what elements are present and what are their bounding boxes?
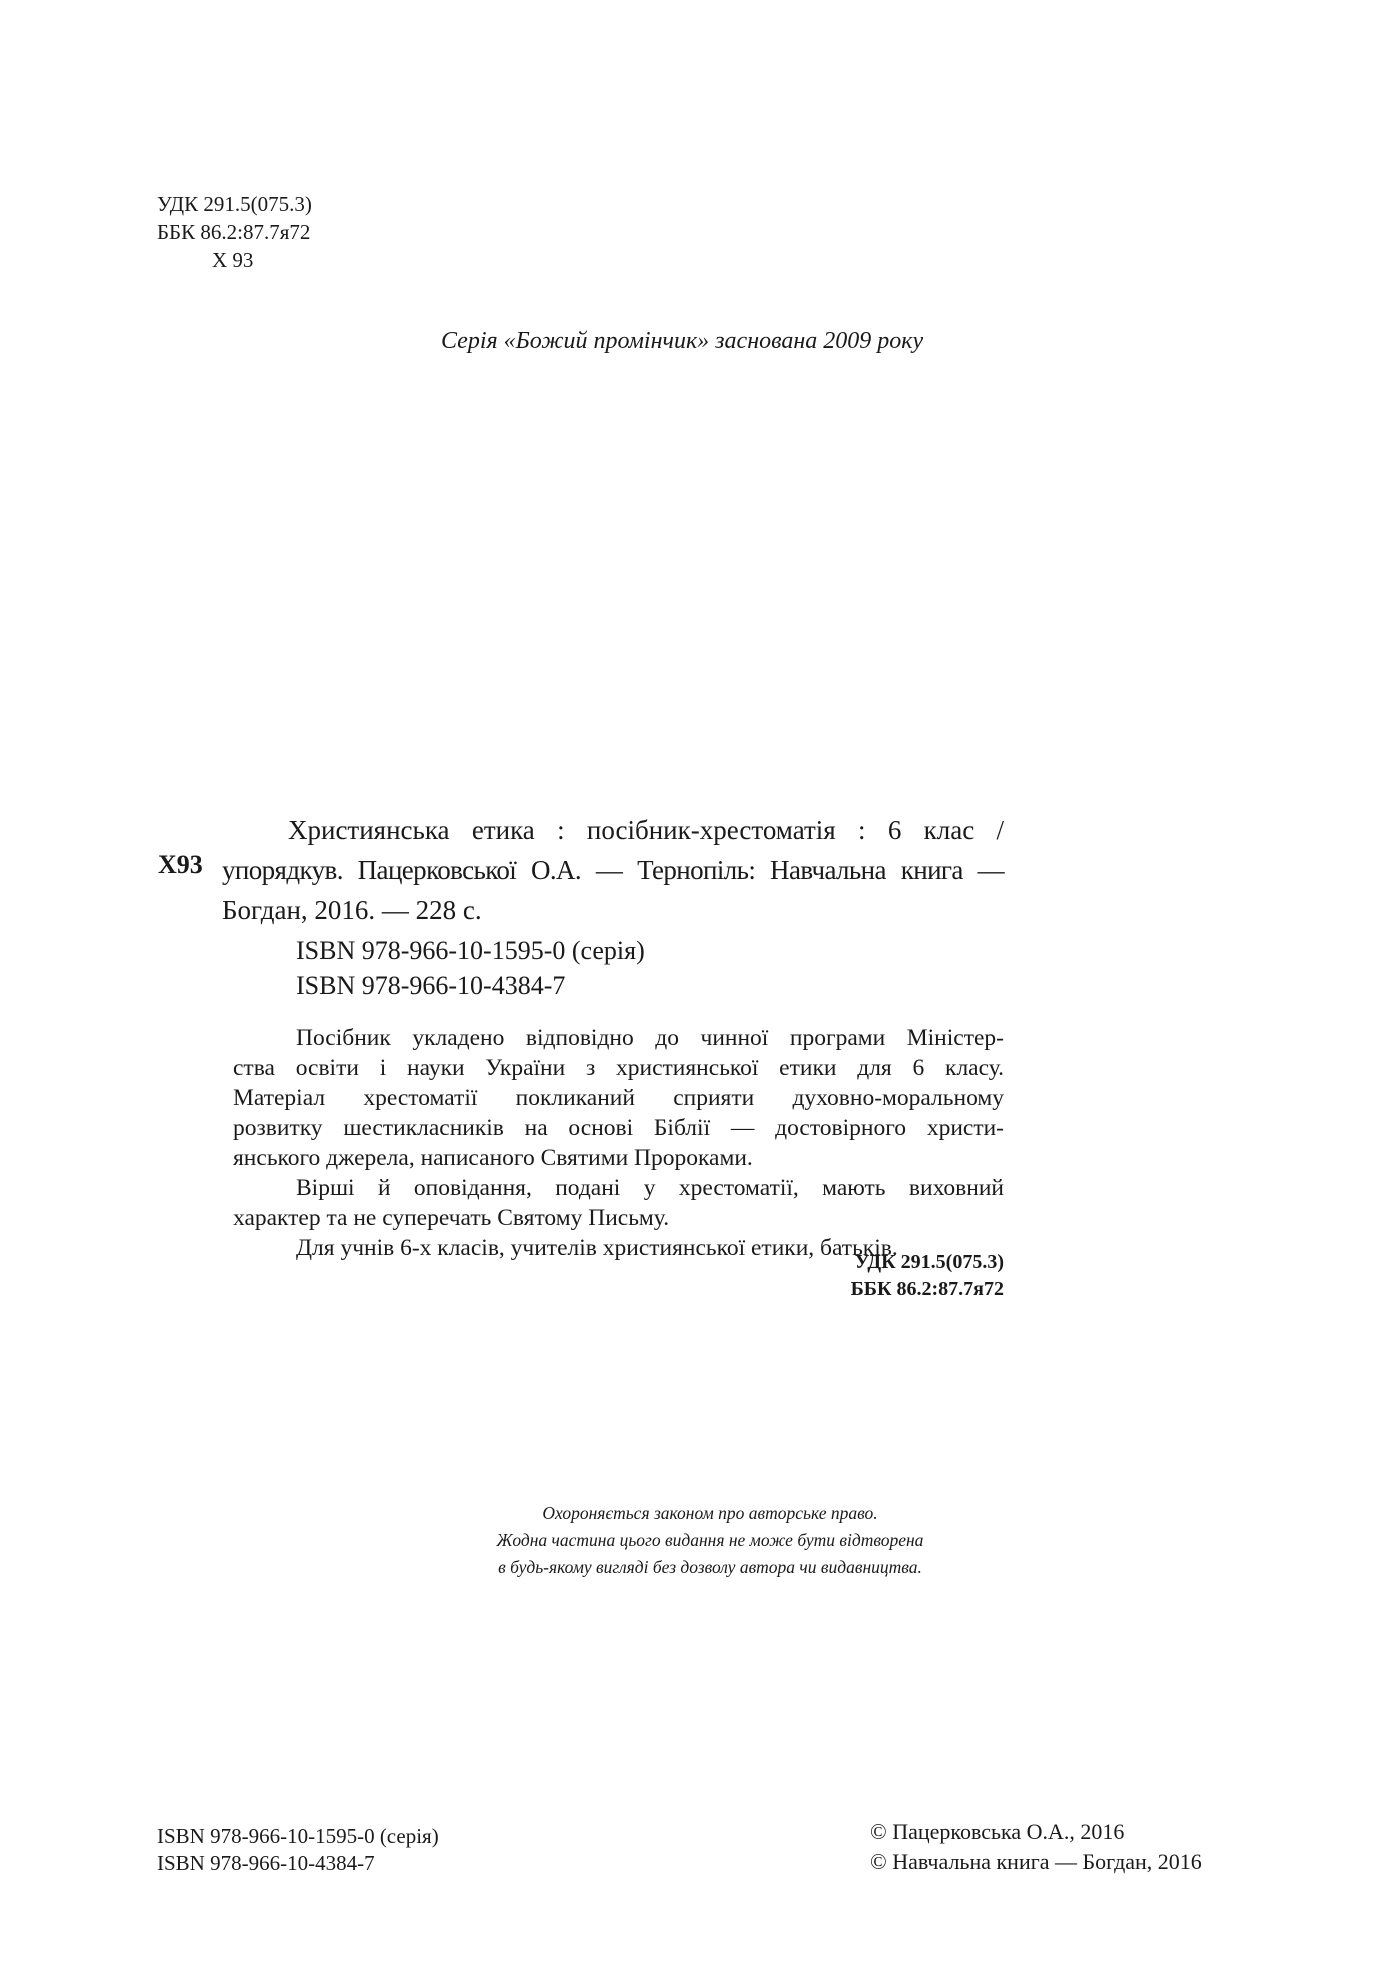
footer-isbn — [157, 1823, 439, 1877]
footer-isbn-book: ISBN 978-966-10-4384-7 — [157, 1851, 375, 1875]
annotation — [233, 1023, 1004, 1263]
annotation-line: характер та не суперечать Святому Письму. — [233, 1205, 670, 1231]
classification-codes-bottom — [851, 1249, 1004, 1303]
isbn-block — [296, 933, 645, 1003]
annotation-line: Вірші й оповідання, подані у хрестоматії, мають виховний — [296, 1175, 1004, 1201]
copyright-warning — [440, 1500, 980, 1581]
classification-codes-top — [157, 190, 312, 274]
copyright-author: © Пацерковська О.А., 2016 — [870, 1819, 1125, 1844]
bibliographic-record — [222, 810, 1004, 930]
footer-copyright — [870, 1817, 1202, 1877]
bib-title-line: Християнська етика : посібник-хрестоматія : 6 клас / — [288, 815, 1004, 845]
copyright-publisher: © Навчальна книга — Богдан, 2016 — [870, 1849, 1202, 1874]
annotation-line: янського джерела, написаного Святими Пророками. — [233, 1145, 753, 1171]
annotation-line: Матеріал хрестоматії покликаний сприяти духовно-моральному — [233, 1085, 1004, 1111]
annotation-line: Посібник укладено відповідно до чинної програми Міністер- — [296, 1025, 1004, 1051]
annotation-line: ства освіти і науки України з християнської етики для 6 класу. — [233, 1055, 1004, 1081]
bib-publisher-line: Богдан, 2016. — 228 с. — [222, 895, 482, 925]
author-mark-code: Х 93 — [212, 248, 254, 272]
footer-isbn-series: ISBN 978-966-10-1595-0 (серія) — [157, 1824, 439, 1848]
isbn-series: ISBN 978-966-10-1595-0 (серія) — [296, 936, 645, 965]
isbn-book: ISBN 978-966-10-4384-7 — [296, 971, 566, 1000]
warning-line: Жодна частина цього видання не може бути відтворена — [496, 1530, 924, 1550]
bib-compiler-line: упорядкув. Пацерковської О.А. — Тернопіль: Навчальна книга — — [222, 855, 1004, 885]
annotation-line: розвитку шестикласників на основі Біблії — достовірного христи- — [233, 1115, 1004, 1141]
udk-code-bottom: УДК 291.5(075.3) — [854, 1251, 1004, 1273]
series-note: Серія «Божий промінчик» заснована 2009 року — [441, 328, 924, 354]
bbk-code: ББК 86.2:87.7я72 — [157, 220, 311, 244]
warning-line: в будь-якому вигляді без дозволу автора чи видавництва. — [498, 1557, 922, 1577]
annotation-audience: Для учнів 6-х класів, учителів християнської етики, батьків. — [296, 1235, 898, 1261]
warning-line: Охороняється законом про авторське право. — [542, 1503, 878, 1523]
udk-code: УДК 291.5(075.3) — [157, 192, 312, 216]
bbk-code-bottom: ББК 86.2:87.7я72 — [850, 1278, 1004, 1300]
author-mark: Х93 — [158, 850, 203, 879]
